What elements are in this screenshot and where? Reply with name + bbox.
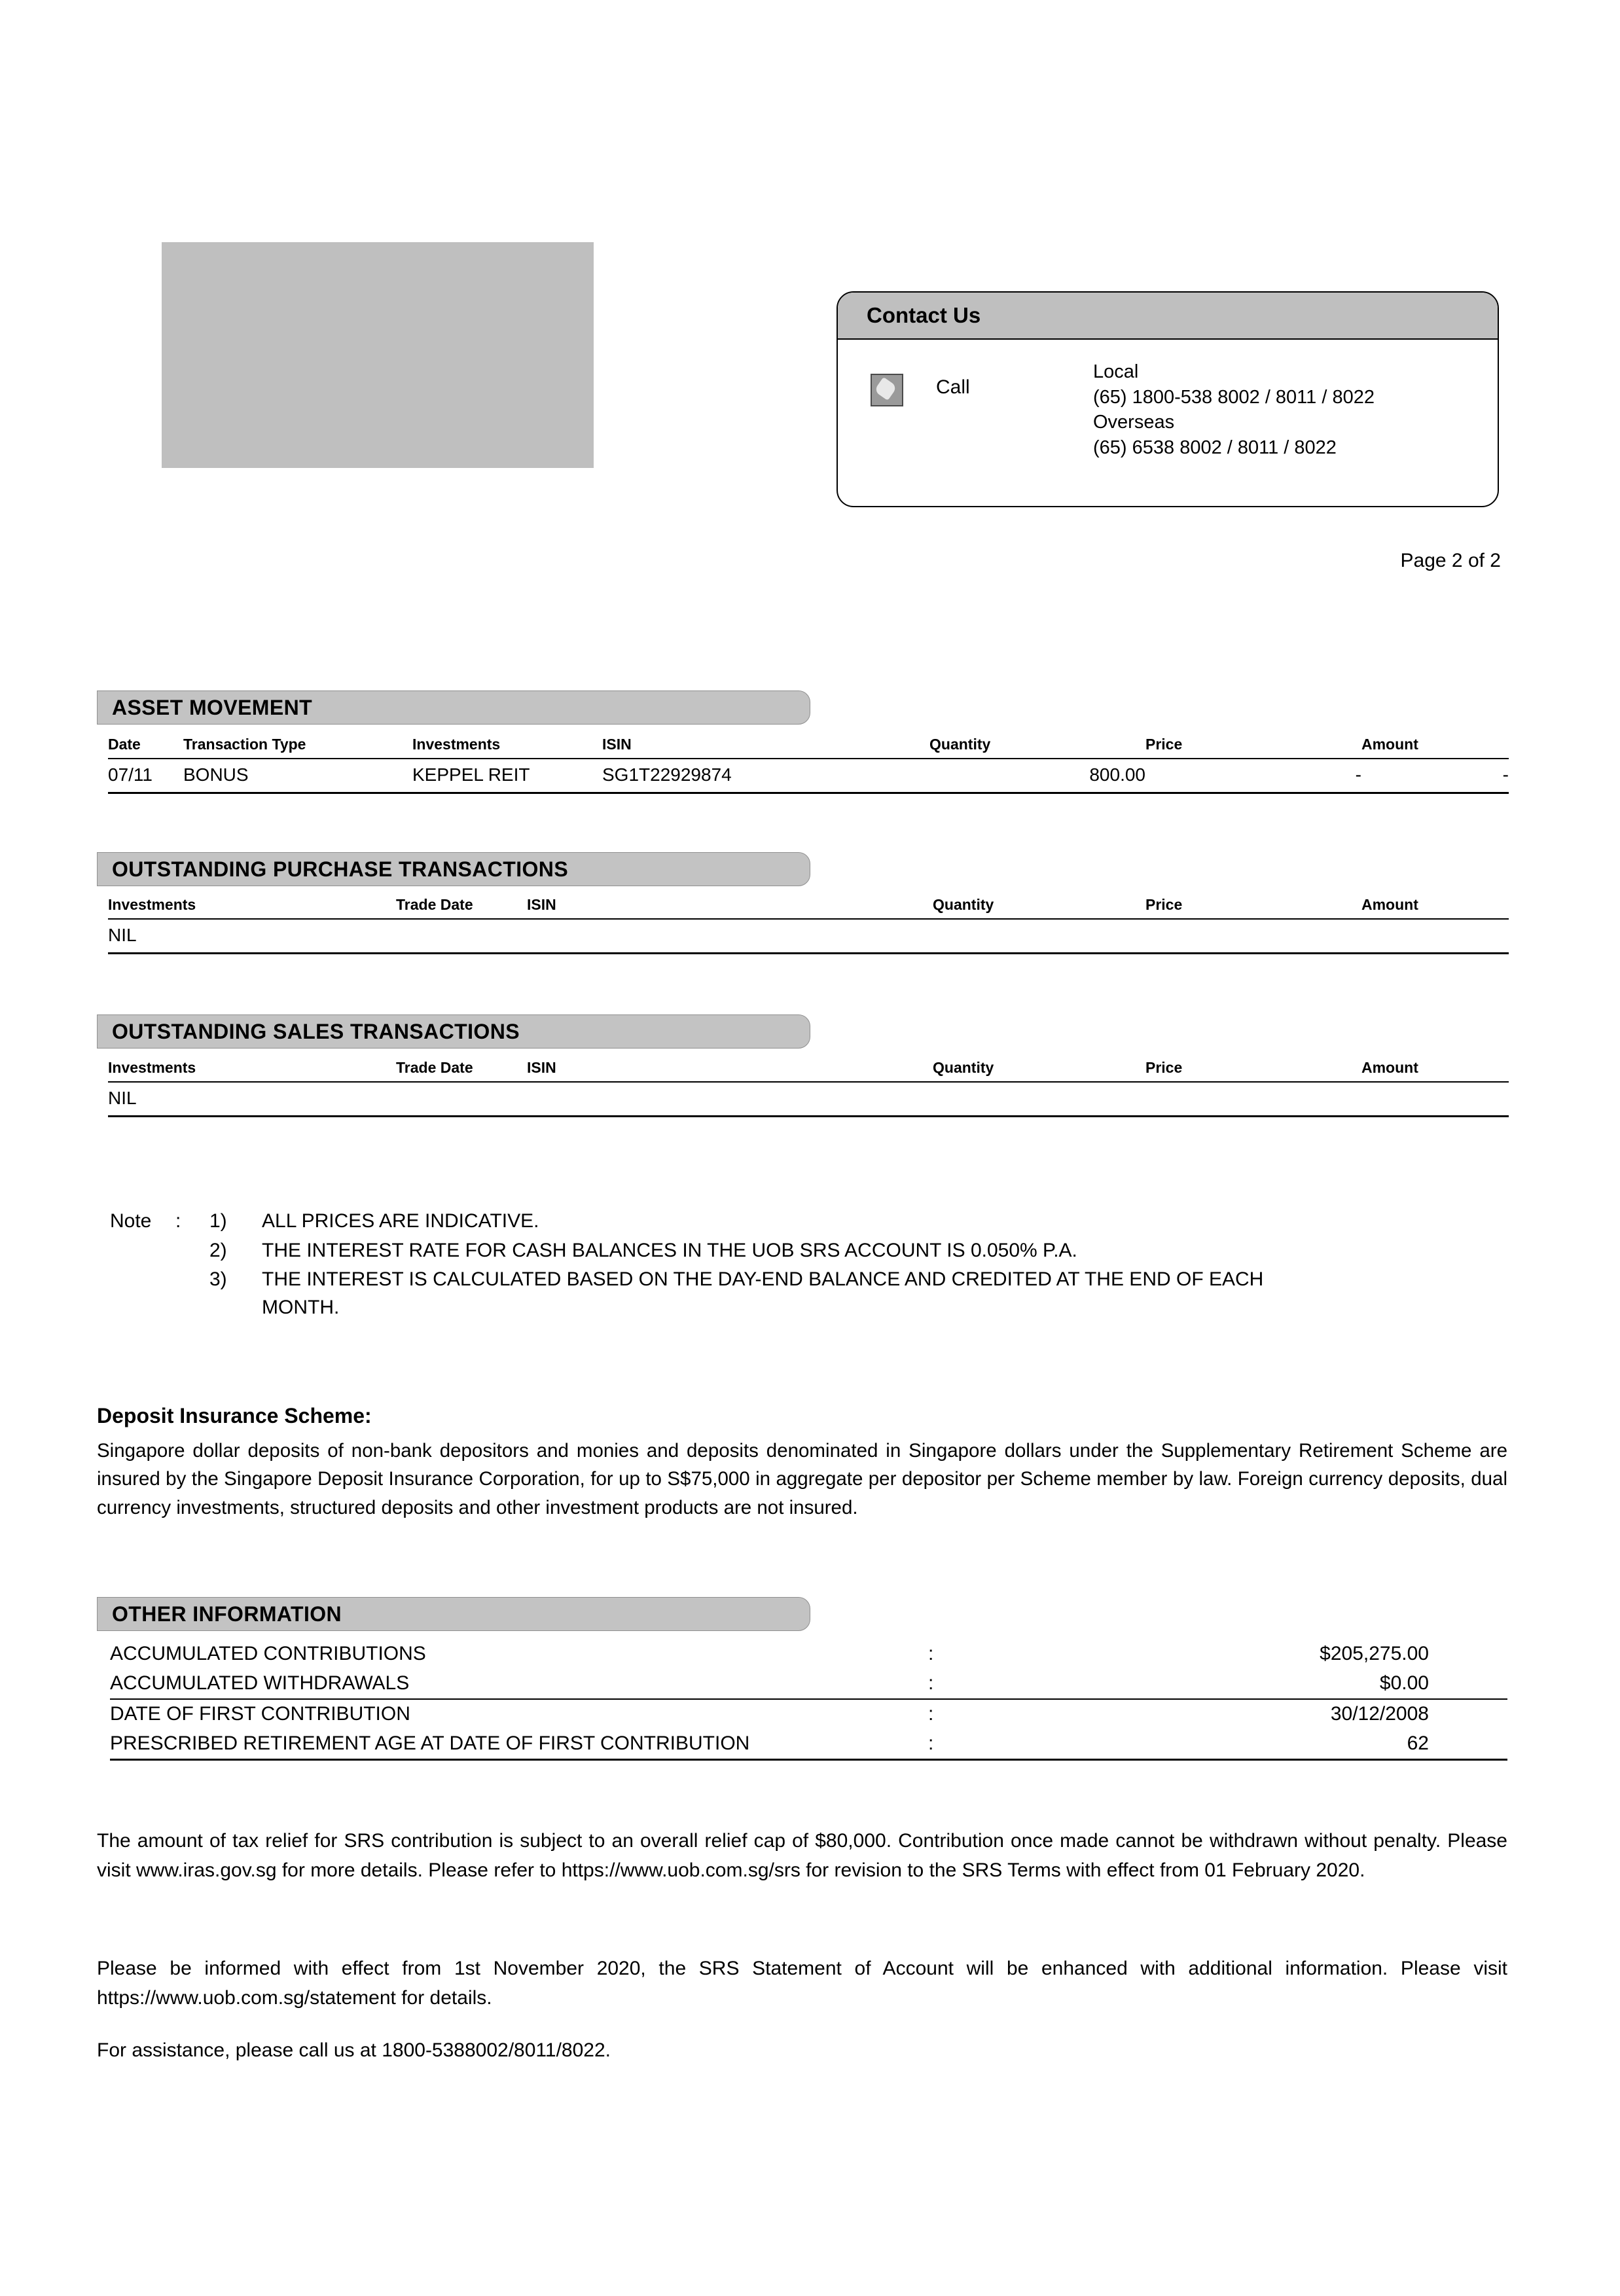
- table-row: [108, 759, 1509, 793]
- cell-blank: [1361, 919, 1509, 954]
- cell-quantity: 800.00: [929, 759, 1145, 793]
- cell-empty-text: NIL: [108, 1082, 396, 1117]
- notes-colon-blank: [175, 1266, 209, 1323]
- notes-label-blank: [110, 1266, 175, 1323]
- note-item: [110, 1266, 1322, 1323]
- table-header-row: [108, 1055, 1509, 1082]
- column-quantity: Quantity: [933, 892, 1145, 919]
- note-number: 3): [209, 1268, 227, 1291]
- column-investments: Investments: [108, 892, 396, 919]
- section-header-asset-movement: [97, 691, 810, 725]
- note-text: ALL PRICES ARE INDICATIVE.: [262, 1210, 539, 1232]
- contact-overseas-label: Overseas: [1093, 412, 1175, 433]
- cell-blank: [396, 919, 527, 954]
- outstanding-purchase-title: OUTSTANDING PURCHASE TRANSACTIONS: [112, 857, 569, 881]
- cell-blank: [1145, 1082, 1361, 1117]
- note-text: THE INTEREST RATE FOR CASH BALANCES IN THE UOB SRS ACCOUNT IS 0.050% P.A.: [262, 1239, 1077, 1261]
- cell-amount: -: [1361, 759, 1509, 793]
- notes-label-blank: [110, 1237, 175, 1266]
- other-information-table: [110, 1640, 1507, 1761]
- column-price: Price: [1145, 732, 1361, 759]
- column-isin: ISIN: [602, 732, 929, 759]
- table-row: [110, 1699, 1507, 1729]
- outstanding-sales-title: OUTSTANDING SALES TRANSACTIONS: [112, 1019, 520, 1043]
- column-quantity: Quantity: [933, 1055, 1145, 1082]
- cell-price: -: [1145, 759, 1361, 793]
- column-investments: Investments: [108, 1055, 396, 1082]
- table-row: [110, 1669, 1507, 1699]
- column-price: Price: [1145, 1055, 1361, 1082]
- deposit-insurance-body: Singapore dollar deposits of non-bank depositors and monies and deposits denominated in Singapore dollars under the Supplementary Retirement Scheme are insured by the Singapore Deposit Insurance Corporation, for up to S$75,000 in aggregate per depositor per Scheme member by law. Foreign currency deposits, dual currency investments, structured deposits and other investment products are not insured.: [97, 1440, 1507, 1518]
- footer-paragraph-1: The amount of tax relief for SRS contribution is subject to an overall relief cap of $80,000. Contribution once made cannot be withdrawn without penalty. Please visit www.iras.gov.sg for more details. Please refer to https://www.uob.com.sg/srs for revision to the SRS Terms with effect from 01 February 2020.: [97, 1830, 1507, 1881]
- footer-paragraph-2: Please be informed with effect from 1st November 2020, the SRS Statement of Account will be enhanced with additional information. Please visit https://www.uob.com.sg/statement for details.: [97, 1958, 1507, 2009]
- contact-us-header: [838, 293, 1498, 340]
- deposit-insurance-title: Deposit Insurance Scheme:: [97, 1404, 372, 1427]
- column-transaction-type: Transaction Type: [183, 732, 412, 759]
- table-row: [110, 1729, 1507, 1760]
- section-header-other-information: [97, 1597, 810, 1631]
- contact-us-body: [838, 340, 1498, 460]
- footer-paragraph-3: For assistance, please call us at 1800-5388002/8011/8022.: [97, 2039, 611, 2061]
- cell-value: 30/12/2008: [1330, 1703, 1429, 1725]
- notes-colon-blank: [175, 1237, 209, 1266]
- cell-blank: [933, 919, 1145, 954]
- column-trade-date: Trade Date: [396, 1055, 527, 1082]
- table-row: [108, 919, 1509, 954]
- column-investments: Investments: [412, 732, 602, 759]
- outstanding-purchase-table: [108, 892, 1509, 954]
- bank-logo: [162, 242, 594, 468]
- cell-label: PRESCRIBED RETIREMENT AGE AT DATE OF FIRST CONTRIBUTION: [110, 1729, 928, 1760]
- column-amount: Amount: [1361, 892, 1509, 919]
- cell-value: $205,275.00: [1320, 1643, 1429, 1664]
- cell-label: ACCUMULATED CONTRIBUTIONS: [110, 1643, 426, 1664]
- cell-colon: :: [928, 1643, 934, 1664]
- cell-label: DATE OF FIRST CONTRIBUTION: [110, 1703, 410, 1725]
- table-header-row: [108, 892, 1509, 919]
- cell-colon: :: [928, 1703, 934, 1725]
- notes-label: Note: [110, 1210, 152, 1232]
- cell-date: 07/11: [108, 759, 183, 793]
- cell-label: ACCUMULATED WITHDRAWALS: [110, 1669, 928, 1699]
- column-trade-date: Trade Date: [396, 892, 527, 919]
- page-number: Page 2 of 2: [1400, 550, 1501, 571]
- contact-local-number: (65) 1800-538 8002 / 8011 / 8022: [1093, 386, 1375, 408]
- contact-us-card: [837, 291, 1499, 507]
- outstanding-sales-table: [108, 1055, 1509, 1117]
- cell-isin: SG1T22929874: [602, 759, 929, 793]
- column-quantity: Quantity: [929, 732, 1145, 759]
- column-isin: ISIN: [527, 1055, 933, 1082]
- column-price: Price: [1145, 892, 1361, 919]
- notes-block: [110, 1208, 1322, 1323]
- column-amount: Amount: [1361, 1055, 1509, 1082]
- note-number: 2): [209, 1239, 227, 1261]
- cell-value: $0.00: [954, 1669, 1507, 1699]
- cell-blank: [933, 1082, 1145, 1117]
- cell-blank: [527, 1082, 933, 1117]
- phone-icon: [871, 374, 903, 406]
- cell-blank: [1361, 1082, 1509, 1117]
- column-amount: Amount: [1361, 732, 1509, 759]
- cell-transaction-type: BONUS: [183, 759, 412, 793]
- cell-colon: :: [928, 1729, 954, 1760]
- notes-colon: :: [175, 1210, 181, 1232]
- note-item: [110, 1237, 1322, 1266]
- cell-investments: KEPPEL REIT: [412, 759, 602, 793]
- note-text: THE INTEREST IS CALCULATED BASED ON THE DAY-END BALANCE AND CREDITED AT THE END OF EACH MONTH.: [262, 1268, 1264, 1318]
- phone-icon-wrap: [838, 359, 936, 460]
- contact-local-label: Local: [1093, 361, 1139, 382]
- cell-empty-text: NIL: [108, 919, 396, 954]
- contact-overseas-number: (65) 6538 8002 / 8011 / 8022: [1093, 437, 1337, 458]
- asset-movement-title: ASSET MOVEMENT: [112, 695, 313, 719]
- cell-value: 62: [954, 1729, 1507, 1760]
- other-information-title: OTHER INFORMATION: [112, 1602, 342, 1626]
- note-item: [110, 1208, 1322, 1237]
- column-date: Date: [108, 732, 183, 759]
- column-isin: ISIN: [527, 892, 933, 919]
- section-header-outstanding-sales: [97, 1014, 810, 1049]
- table-row: [110, 1640, 1507, 1669]
- cell-blank: [1145, 919, 1361, 954]
- table-row: [108, 1082, 1509, 1117]
- contact-call-label: Call: [936, 376, 970, 398]
- section-header-outstanding-purchase: [97, 852, 810, 886]
- contact-numbers: [1093, 359, 1375, 460]
- asset-movement-table: [108, 732, 1509, 794]
- cell-blank: [527, 919, 933, 954]
- cell-colon: :: [928, 1669, 954, 1699]
- note-number: 1): [209, 1210, 227, 1232]
- contact-us-title: Contact Us: [867, 303, 981, 327]
- table-header-row: [108, 732, 1509, 759]
- cell-blank: [396, 1082, 527, 1117]
